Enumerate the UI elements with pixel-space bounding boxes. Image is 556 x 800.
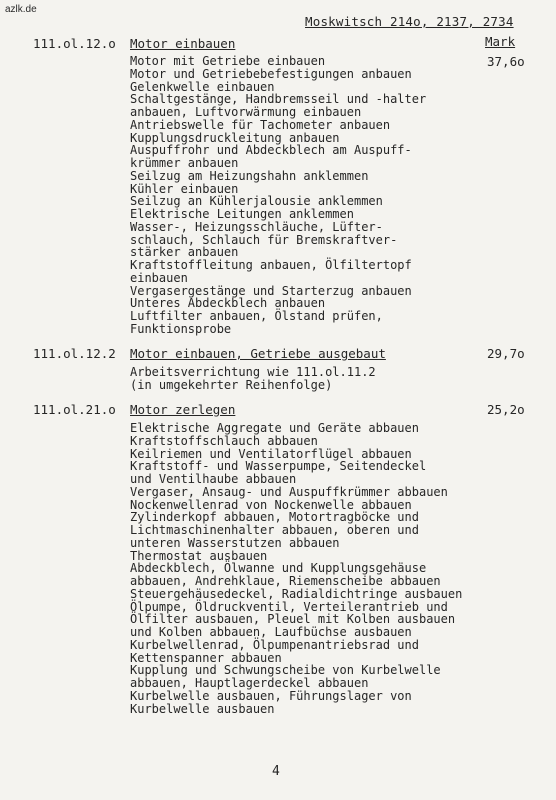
step-line: Seilzug am Heizungshahn anklemmen xyxy=(130,168,369,183)
step-line: Arbeitsverrichtung wie 111.ol.11.2 xyxy=(130,365,376,379)
operation-code: 111.ol.21.o xyxy=(33,402,116,417)
step-line: Kurbelwelle ausbauen, Führungslager von xyxy=(130,688,412,703)
step-line: Nockenwellenrad von Nockenwelle abbauen xyxy=(130,497,412,512)
step-line: Thermostat ausbauen xyxy=(130,548,268,563)
operation-title: Motor einbauen, Getriebe ausgebaut xyxy=(130,346,386,361)
step-line: Elektrische Leitungen anklemmen xyxy=(130,207,354,221)
operation-price: 37,6o xyxy=(487,54,525,69)
step-line: Auspuffrohr und Abdeckblech am Auspuff- xyxy=(130,143,412,158)
operation-title: Motor zerlegen xyxy=(130,402,236,417)
step-line: Funktionsprobe xyxy=(130,321,232,336)
step-line: krümmer anbauen xyxy=(130,156,239,170)
step-line: Kupplung und Schwungscheibe von Kurbelwelle xyxy=(130,663,441,678)
step-line: Unteres Abdeckblech anbauen xyxy=(130,296,326,311)
step-line: Abdeckblech, Ölwanne und Kupplungsgehäuse xyxy=(130,561,427,576)
step-line: Vergasergestänge und Starterzug anbauen xyxy=(130,283,412,298)
step-line: und Kolben abbauen, Laufbüchse ausbauen xyxy=(130,625,412,639)
step-line: Kupplungsdruckleitung anbauen xyxy=(130,130,340,145)
step-line: und Ventilhaube abbauen xyxy=(130,472,297,486)
step-line: Steuergehäusedeckel, Radialdichtringe ausbauen xyxy=(130,586,463,601)
step-line: Schaltgestänge, Handbremsseil und -halter xyxy=(130,92,427,107)
step-line: abbauen, Hauptlagerdeckel abbauen xyxy=(130,676,369,690)
step-line: anbauen, Luftvorwärmung einbauen xyxy=(130,105,362,119)
step-line: Kraftstoffschlauch abbauen xyxy=(130,433,318,448)
step-line: Kurbelwelle ausbauen xyxy=(130,701,275,716)
vehicle-models-heading: Moskwitsch 214o, 2137, 2734 xyxy=(305,14,514,29)
step-line: Zylinderkopf abbauen, Motortragböcke und xyxy=(130,510,419,525)
step-line: Wasser-, Heizungsschläuche, Lüfter- xyxy=(130,219,383,234)
page-number: 4 xyxy=(272,764,280,779)
site-watermark: azlk.de xyxy=(5,4,37,15)
step-line: stärker anbauen xyxy=(130,245,239,260)
step-line: Keilriemen und Ventilatorflügel abbauen xyxy=(130,446,412,461)
step-line: Luftfilter anbauen, Ölstand prüfen, xyxy=(130,309,383,323)
step-line: Ölpumpe, Öldruckventil, Verteilerantrieb und xyxy=(130,599,448,614)
step-line: Lichtmaschinenhalter abbauen, oberen und xyxy=(130,523,419,537)
step-line: Gelenkwelle einbauen xyxy=(130,79,275,94)
step-line: Elektrische Aggregate und Geräte abbauen xyxy=(130,421,419,435)
step-line: Kurbelwellenrad, Ölpumpenantriebsrad und xyxy=(130,637,419,652)
step-line: Ölfilter ausbauen, Pleuel mit Kolben ausbauen xyxy=(130,612,456,627)
price-column-label: Mark xyxy=(485,34,516,49)
step-line: (in umgekehrter Reihenfolge) xyxy=(130,377,333,392)
operation-price: 25,2o xyxy=(487,402,525,417)
step-line: Kraftstoffleitung anbauen, Ölfiltertopf xyxy=(130,258,412,272)
operation-title: Motor einbauen xyxy=(130,36,236,51)
step-line: einbauen xyxy=(130,270,188,285)
step-line: Motor und Getriebebefestigungen anbauen xyxy=(130,66,412,81)
step-line: unteren Wasserstutzen abbauen xyxy=(130,535,340,550)
step-line: Kettenspanner abbauen xyxy=(130,650,282,665)
step-line: Kühler einbauen xyxy=(130,181,239,196)
operation-steps xyxy=(130,366,376,392)
operation-steps xyxy=(130,422,462,715)
operation-price: 29,7o xyxy=(487,346,525,361)
step-line: Kraftstoff- und Wasserpumpe, Seitendeckel xyxy=(130,459,427,474)
operation-code: 111.ol.12.2 xyxy=(33,346,116,361)
step-line: Motor mit Getriebe einbauen xyxy=(130,54,326,68)
step-line: abbauen, Andrehklaue, Riemenscheibe abbauen xyxy=(130,574,441,588)
operation-steps xyxy=(130,55,426,336)
operation-code: 111.ol.12.o xyxy=(33,36,116,51)
step-line: Vergaser, Ansaug- und Auspuffkrümmer abbauen xyxy=(130,484,448,499)
step-line: schlauch, Schlauch für Bremskraftver- xyxy=(130,232,398,247)
step-line: Antriebswelle für Tachometer anbauen xyxy=(130,117,391,132)
step-line: Seilzug an Kühlerjalousie anklemmen xyxy=(130,194,383,209)
